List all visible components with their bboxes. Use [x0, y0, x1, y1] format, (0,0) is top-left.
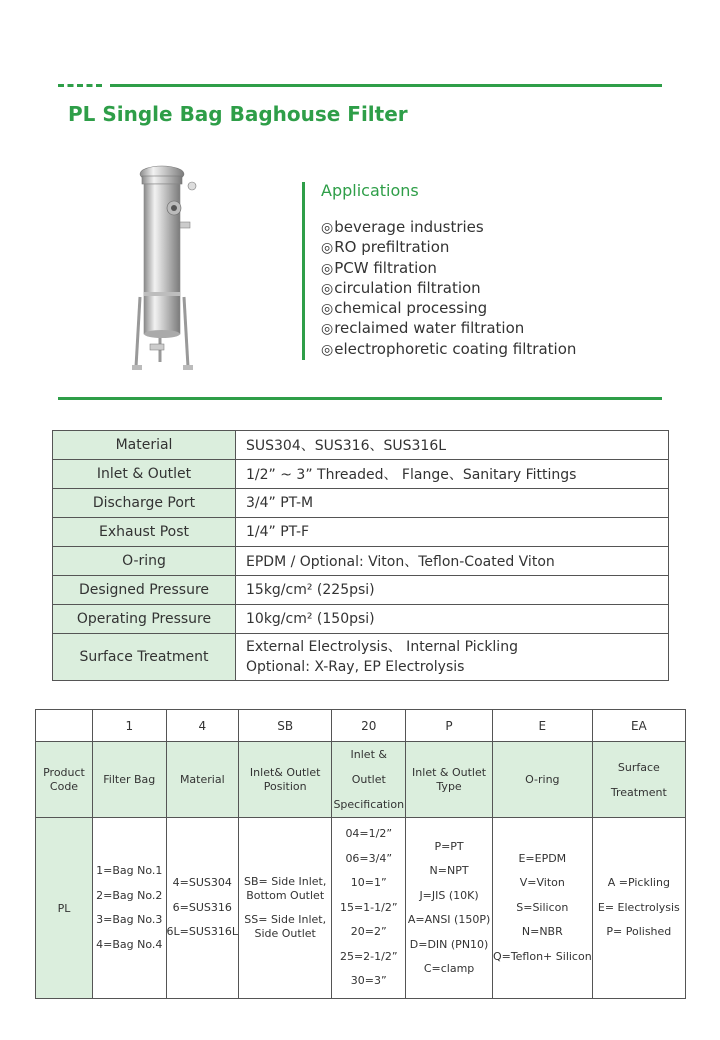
- option: N=NBR: [521, 925, 563, 939]
- option: 3=Bag No.3: [96, 913, 163, 926]
- table-row: [53, 518, 669, 547]
- application-label: beverage industries: [334, 218, 484, 236]
- header-line: Product: [43, 765, 85, 779]
- header-product-code: [36, 742, 93, 818]
- code-cell: 1: [93, 710, 167, 742]
- spec-value-line: External Electrolysis、 Internal Pickling: [246, 639, 518, 655]
- header-line: Surface: [617, 760, 660, 774]
- application-label: chemical processing: [334, 299, 488, 318]
- option: D=DIN (PN10): [409, 937, 489, 951]
- specification-options: [332, 818, 406, 999]
- option: P= Polished: [606, 925, 672, 939]
- option: 20=2”: [350, 925, 387, 939]
- option: C=clamp: [423, 962, 475, 975]
- list-item: [321, 238, 576, 258]
- option: Q=Teflon+ Silicon: [492, 949, 592, 963]
- option: E= Electrolysis: [597, 900, 680, 914]
- header-line: Inlet & Outlet: [350, 748, 387, 786]
- double-circle-bullet-icon: ◎: [321, 260, 334, 277]
- code-cell: EA: [592, 710, 685, 742]
- spec-value: EPDM / Optional: Viton、Teflon-Coated Viton: [236, 547, 669, 576]
- spec-value: 3/4” PT-M: [236, 489, 669, 518]
- double-circle-bullet-icon: ◎: [321, 301, 334, 318]
- list-item: [321, 299, 576, 319]
- option: 4=Bag No.4: [96, 937, 163, 951]
- table-row: [53, 576, 669, 605]
- product-code-table: [35, 709, 686, 999]
- list-item: [321, 259, 576, 279]
- option: 06=3/4”: [345, 851, 393, 865]
- spec-value: 15kg/cm² (225psi): [236, 576, 669, 605]
- header-rule: [110, 84, 662, 87]
- spec-label: Exhaust Post: [53, 518, 236, 547]
- table-row: [53, 605, 669, 634]
- spec-value: 1/2” ~ 3” Threaded、 Flange、Sanitary Fittings: [236, 460, 669, 489]
- option: 6=SUS316: [172, 900, 232, 914]
- option: V=Viton: [519, 876, 565, 890]
- double-circle-bullet-icon: ◎: [321, 240, 334, 257]
- filter-bag-options: [93, 818, 167, 999]
- spec-label: Operating Pressure: [53, 605, 236, 634]
- applications-list: [321, 218, 576, 360]
- option: 6L=SUS316L: [166, 925, 239, 939]
- spec-label: Designed Pressure: [53, 576, 236, 605]
- option: 30=3”: [350, 974, 387, 988]
- option: J=JIS (10K): [419, 888, 479, 902]
- application-label: RO prefiltration: [334, 238, 450, 257]
- header-line: Code: [49, 779, 79, 793]
- options-row: [36, 818, 686, 999]
- code-cell: 20: [332, 710, 406, 742]
- option: 2=Bag No.2: [96, 888, 163, 902]
- option: 10=1”: [350, 876, 387, 890]
- option: E=EPDM: [518, 851, 567, 865]
- spec-label: Discharge Port: [53, 489, 236, 518]
- table-row: [53, 547, 669, 576]
- table-row: [53, 634, 669, 681]
- position-options: [239, 818, 332, 999]
- double-circle-bullet-icon: ◎: [321, 341, 334, 358]
- header-type: [406, 742, 493, 818]
- option: S=Silicon: [516, 900, 569, 914]
- header-row: [36, 742, 686, 818]
- table-row: [53, 460, 669, 489]
- spec-label: Material: [53, 431, 236, 460]
- type-options: [406, 818, 493, 999]
- option: SB= Side Inlet,: [243, 875, 327, 888]
- oring-options: [492, 818, 592, 999]
- header-position: [239, 742, 332, 818]
- header-surface: [592, 742, 685, 818]
- header-filter-bag: Filter Bag: [93, 742, 167, 818]
- header-line: Type: [436, 779, 462, 793]
- header-oring: O-ring: [492, 742, 592, 818]
- page-title: PL Single Bag Baghouse Filter: [68, 102, 408, 126]
- code-row: [36, 710, 686, 742]
- option: P=PT: [434, 839, 464, 853]
- header-line: Treatment: [610, 785, 667, 799]
- spec-value: 10kg/cm² (150psi): [236, 605, 669, 634]
- table-row: [53, 489, 669, 518]
- option: N=NPT: [429, 864, 469, 877]
- code-cell: SB: [239, 710, 332, 742]
- option: Side Outlet: [254, 927, 316, 940]
- code-cell: P: [406, 710, 493, 742]
- application-label: PCW filtration: [334, 258, 437, 277]
- double-circle-bullet-icon: ◎: [321, 321, 334, 338]
- option: 1=Bag No.1: [96, 864, 163, 877]
- spec-label: Inlet & Outlet: [53, 460, 236, 489]
- code-cell: [36, 710, 93, 742]
- double-circle-bullet-icon: ◎: [321, 220, 334, 236]
- double-circle-bullet-icon: ◎: [321, 280, 334, 297]
- table-row: [53, 431, 669, 460]
- option: 15=1-1/2”: [339, 900, 398, 914]
- spec-value: 1/4” PT-F: [236, 518, 669, 547]
- option: A=ANSI (150P): [407, 913, 491, 926]
- application-label: reclaimed water filtration: [334, 319, 525, 338]
- option: 4=SUS304: [172, 876, 232, 890]
- application-label: circulation filtration: [334, 278, 481, 297]
- product-code-value: PL: [36, 818, 93, 999]
- section-divider: [58, 397, 662, 400]
- spec-value: [236, 634, 669, 681]
- spec-label: O-ring: [53, 547, 236, 576]
- code-cell: 4: [166, 710, 238, 742]
- list-item: [321, 279, 576, 299]
- applications-heading: Applications: [321, 181, 419, 200]
- header-material: Material: [166, 742, 238, 818]
- spec-value: SUS304、SUS316、SUS316L: [236, 431, 669, 460]
- list-item: [321, 340, 576, 360]
- applications-accent-bar: [302, 182, 305, 360]
- material-options: [166, 818, 238, 999]
- code-cell: E: [492, 710, 592, 742]
- specifications-table: [52, 430, 669, 681]
- option: 04=1/2”: [345, 827, 393, 841]
- option: SS= Side Inlet,: [244, 913, 327, 926]
- spec-value-line: Optional: X-Ray, EP Electrolysis: [246, 659, 465, 675]
- list-item: [321, 218, 576, 238]
- option: A =Pickling: [607, 876, 670, 890]
- surface-options: [592, 818, 685, 999]
- header-dash-rule: [58, 84, 102, 87]
- spec-label: Surface Treatment: [53, 634, 236, 681]
- option: Bottom Outlet: [246, 889, 325, 902]
- header-line: Specification: [333, 798, 405, 811]
- application-label: electrophoretic coating filtration: [334, 339, 577, 358]
- header-line: Inlet& Outlet: [249, 765, 321, 779]
- list-item: [321, 319, 576, 339]
- bag-filter-housing-illustration: [130, 162, 200, 377]
- header-line: Inlet & Outlet: [412, 765, 487, 779]
- header-specification: [332, 742, 406, 818]
- header-line: Position: [263, 779, 307, 793]
- option: 25=2-1/2”: [339, 949, 398, 963]
